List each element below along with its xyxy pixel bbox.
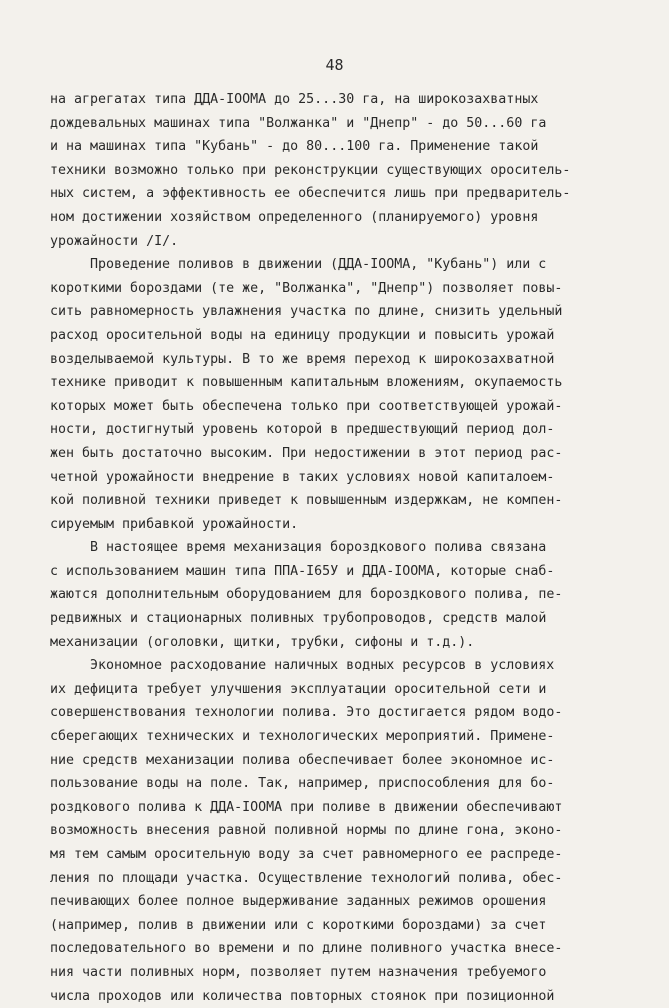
text-line: ления по площади участка. Осуществление технологий полива, обес-	[50, 870, 563, 886]
text-line: совершенствования технологии полива. Это достигается рядом водо-	[50, 705, 563, 721]
text-line: (например, полив в движении или с короткими бороздами) за счет	[50, 917, 547, 933]
text-line: сберегающих технических и технологических мероприятий. Примене-	[50, 729, 555, 745]
text-line: урожайности /I/.	[50, 233, 179, 249]
text-line: ние средств механизации полива обеспечивает более экономное ис-	[50, 752, 555, 768]
body-text	[50, 88, 630, 1008]
text-line: и на машинах типа "Кубань" - до 80...100 га. Применение такой	[50, 139, 539, 155]
text-line: сируемым прибавкой урожайности.	[50, 516, 299, 532]
text-line: пользование воды на поле. Так, например, приспособления для бо-	[50, 776, 555, 792]
text-line: Экономное расходование наличных водных ресурсов в условиях	[90, 658, 555, 674]
text-line: их дефицита требует улучшения эксплуатации оросительной сети и	[50, 681, 547, 697]
text-line: ных систем, а эффективность ее обеспечится лишь при предваритель-	[50, 186, 571, 202]
text-line: редвижных и стационарных поливных трубопроводов, средств малой	[50, 611, 547, 627]
text-line: механизации (оголовки, щитки, трубки, сифоны и т.д.).	[50, 634, 475, 650]
text-line: роздкового полива к ДДА-IOOMA при поливе в движении обеспечивают	[50, 799, 563, 815]
text-line: которых может быть обеспечена только при соответствующей урожай-	[50, 398, 563, 414]
text-line: короткими бороздами (те же, "Волжанка", "Днепр") позволяет повы-	[50, 280, 563, 296]
text-line: четной урожайности внедрение в таких условиях новой капиталоем-	[50, 469, 555, 485]
text-line: дождевальных машинах типа "Волжанка" и "Днепр" - до 50...60 га	[50, 115, 547, 131]
text-line: техники возможно только при реконструкции существующих ороситель-	[50, 162, 571, 178]
text-line: расход оросительной воды на единицу продукции и повысить урожай	[50, 327, 555, 343]
text-line: печивающих более полное выдерживание заданных режимов орошения	[50, 894, 547, 910]
text-line: технике приводит к повышенным капитальным вложениям, окупаемость	[50, 375, 563, 391]
text-line: мя тем самым оросительную воду за счет равномерного ее распреде-	[50, 847, 563, 862]
text-line: кой поливной техники приведет к повышенным издержкам, не компен-	[50, 493, 563, 509]
text-line: ния части поливных норм, позволяет путем назначения требуемого	[50, 964, 547, 980]
text-line: ности, достигнутый уровень которой в предшествующий период дол-	[50, 422, 555, 438]
text-line: возделываемой культуры. В то же время переход к широкозахватной	[50, 351, 555, 367]
text-line: жен быть достаточно высоким. При недостижении в этот период рас-	[50, 445, 563, 461]
text-line: возможность внесения равной поливной нормы по длине гона, эконо-	[50, 823, 563, 839]
text-line: с использованием машин типа ППА-I65У и ДДА-IOOMA, которые снаб-	[50, 563, 555, 579]
page-number: 48	[325, 56, 344, 74]
text-line: сить равномерность увлажнения участка по длине, снизить удельный	[50, 304, 563, 320]
text-line: последовательного во времени и по длине поливного участка внесе-	[50, 941, 563, 957]
text-line: числа проходов или количества повторных стоянок при позиционной	[50, 988, 555, 1004]
text-line: В настоящее время механизация бороздкового полива связана	[90, 540, 547, 556]
text-line: ном достижении хозяйством определенного (планируемого) уровня	[50, 209, 539, 225]
text-line: Проведение поливов в движении (ДДА-IOOMA, "Кубань") или с	[90, 257, 547, 273]
text-line: на агрегатах типа ДДА-IOOMA до 25...30 га, на широкозахватных	[50, 92, 539, 107]
text-line: жаются дополнительным оборудованием для бороздкового полива, пе-	[50, 587, 563, 603]
